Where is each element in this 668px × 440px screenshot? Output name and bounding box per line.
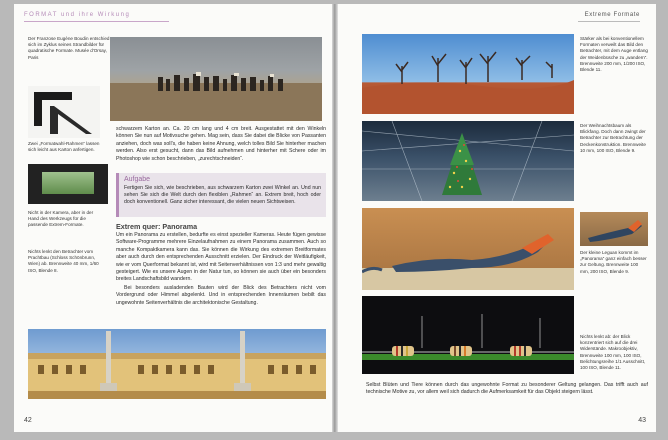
caption-resistors: Nichts lenkt ab: der Blick konzentriert sich auf die drei Widerstände. Makroobjektiv, Brennweite 100 mm, 100 ISO, Belichtungsreihe 1/1 Ausschnitt, 100 ISO, Blende 11.: [580, 334, 646, 371]
running-head: FORMAT und ihre Wirkung: [24, 12, 131, 18]
viewfinder-image: [28, 164, 108, 204]
task-box-text: Fertigen Sie sich, wie beschrieben, aus schwarzem Karton zwei Winkel an. Und nun sehen Sie sich die Welt durch den flexiblen „Rahmen“ an. Extrem breit, hoch oder doch konventionell. Ganz sicher interessant, die vielen neuen Sichtweisen.: [124, 185, 321, 206]
body-paragraph-2: Bei besonders ausladenden Bauten wird der Blick des Betrachters nicht vom Vordergrund oder Himmel abgelenkt. Und in entsprechenden Innenräumen bebilt das ungewohnte Seitenverhältnis die architektonische Gestaltung.: [116, 284, 326, 306]
trees-panorama-image: [362, 34, 574, 114]
mall-christmas-tree-image: [362, 121, 574, 201]
cardboard-frames-drawing: [28, 86, 100, 138]
task-box: [116, 173, 326, 217]
lizard-crop-image: [580, 212, 648, 246]
caption-painting: Der Franzose Eugène Boudin entschied sich im Zyklus seines Strandbilder für quadratische Formate. Musée d'Orsay, Paris: [28, 36, 110, 60]
body-text-intro: schwarzem Karton an. Ca. 20 cm lang und 4 cm breit. Ausgestattet mit den Winkeln können Sie nun auf Motivsuche gehen. Mag sein, dass Sie dabei die Blicke von Passanten anziehen, doch was soll's, die haben keine Ahnung, welch tolles Bild Sie hinterher machen werden. Also erst gesucht, dann das Bild aufnehmen und hinterher mit Schere oder im Photoshop wie schon beschrieben, „zurechtschneiden“.: [116, 126, 326, 162]
caption-frames: Zwei „Formatwahl-Rahmen“ lassen sich leicht aus Karton anfertigen.: [28, 141, 100, 153]
caption-viewfinder: Nicht in der Kamera, aber in der Hand des Werkzeugs für die passende Extrem-Formate.: [28, 210, 94, 228]
boudin-painting-figures: [110, 37, 322, 121]
lizard-panorama-image: [362, 208, 574, 290]
caption-trees: Stärker als bei konventionellem Formaten verweilt das Bild den Betrachter, mit dem Auge entlang der Weidenbüsche zu „wandern“. Brennweite 200 mm, 1/200 ISO, Blende 11.: [580, 36, 648, 73]
section-heading: Extrem quer: Panorama: [116, 222, 198, 231]
schoenbrunn-palace-drawing: [28, 329, 326, 399]
lizard-drawing: [362, 208, 574, 290]
resistors-drawing: [362, 296, 574, 374]
body-text-panorama: [116, 232, 326, 308]
schoenbrunn-panorama-image: [28, 329, 326, 399]
running-head-rule-right: [578, 21, 640, 22]
book-spread: [14, 4, 656, 434]
page-number-right: 43: [638, 417, 646, 424]
trees-drawing: [362, 34, 574, 114]
caption-lizard: Der kleine Leguan kommt im „Panorama“ ganz einfach besser zur Geltung. Brennweite 100 mm, 200 ISO, Blende 9.: [580, 250, 647, 274]
running-head-rule: [24, 21, 169, 22]
boudin-painting-image: [110, 37, 322, 121]
lizard-crop-drawing: [580, 212, 648, 246]
resistors-panorama-image: [362, 296, 574, 374]
caption-schoenbrunn: Nichts lenkt den Betrachter vom Prachtbau (Schloss Schönbrunn, Wien) ab. Brennweite 40 mm, 1/60 ISO, Blende 8.: [28, 249, 99, 273]
cardboard-frames-image: [28, 86, 100, 138]
running-head-right: Extreme Formate: [584, 12, 640, 18]
body-text-right: Selbst Blüten und Tiere können durch das ungewohnte Format zu besonderer Geltung gelangen. Das trifft auch auf technische Motive zu, vor allem weil sich dadurch die Aufmerksamkeit für das Objekt steigern lässt.: [366, 382, 648, 396]
left-page: [14, 4, 332, 432]
mall-drawing: [362, 121, 574, 201]
task-box-title: Aufgabe: [124, 176, 151, 183]
page-number-left: 42: [24, 417, 32, 424]
body-paragraph-1: Um ein Panorama zu erstellen, bedurfte es einst spezieller Kameras. Heute fügen gewisse Software-Programme mehrere Einzelaufnahmen zu einem Panorama zusammen. Auch so manche Kompaktkamera kann das. Sie können die Wirkung des extremen Breitformates aber auch durch den entsprechenden Ausschnitt erzielen. Der Eindruck der Weitläufigkeit, wie er vom Querformat bekannt ist, wird mit Seitenverhältnissen von 1:3 und mehr gewaltig gesteigert. Wie es unsere Augen in der Natur tun, so können sie auch über ein besonders breites Landschaftsbild wandern.: [116, 232, 326, 283]
right-page: [338, 4, 656, 432]
viewfinder-scene: [42, 172, 94, 194]
caption-mall: Der Weihnachtsbaum als Blickfang. Doch dann zwingt der Betrachter zur Betrachtung der Deckenkonstruktion. Brennweite 10 mm, 100 ISO, Blende 9.: [580, 123, 646, 153]
